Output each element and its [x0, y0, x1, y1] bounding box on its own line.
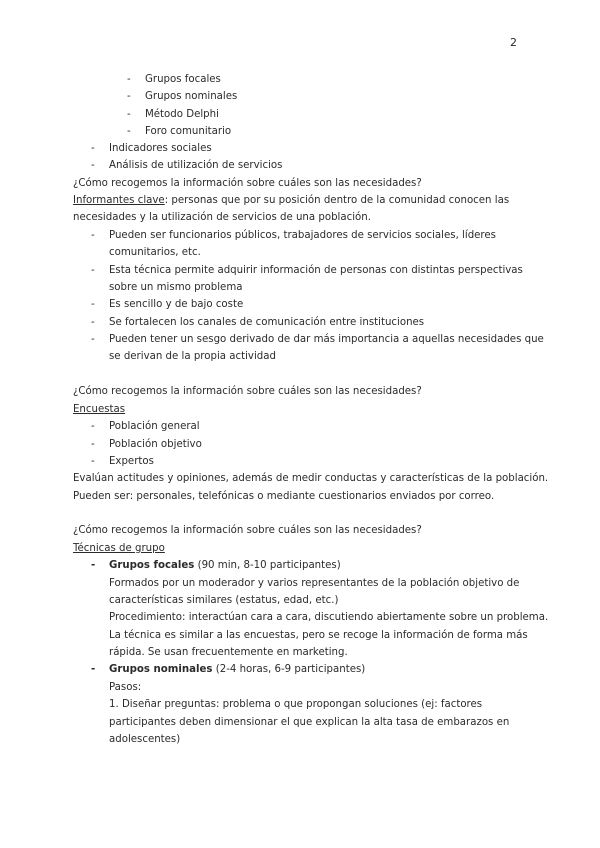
list-item: sobre un mismo problema	[109, 282, 243, 293]
list-item: Grupos focales	[145, 74, 221, 85]
paragraph: 1. Diseñar preguntas: problema o que propongan soluciones (ej: factores	[109, 699, 483, 710]
dash-marker: -	[91, 265, 95, 276]
list-item: comunitarios, etc.	[109, 247, 201, 258]
dash-marker: -	[91, 560, 96, 571]
nominal-group-title-line	[109, 661, 365, 678]
list-item: Método Delphi	[145, 109, 219, 120]
list-item: Es sencillo y de bajo coste	[109, 299, 244, 310]
focal-group-meta: (90 min, 8-10 participantes)	[194, 560, 341, 571]
definition-line	[73, 192, 509, 209]
paragraph: participantes deben dimensionar el que explican la alta tasa de embarazos en	[109, 717, 510, 728]
list-item: se derivan de la propia actividad	[109, 351, 276, 362]
dash-marker: -	[91, 317, 95, 328]
section-question: ¿Cómo recogemos la información sobre cuáles son las necesidades?	[73, 386, 422, 397]
list-item: Pueden ser funcionarios públicos, trabajadores de servicios sociales, líderes	[109, 230, 496, 241]
dash-marker: -	[91, 421, 95, 432]
section-question: ¿Cómo recogemos la información sobre cuáles son las necesidades?	[73, 525, 422, 536]
dash-marker: -	[91, 456, 95, 467]
nominal-group-title: Grupos nominales	[109, 664, 213, 675]
list-item: Población general	[109, 421, 200, 432]
paragraph: características similares (estatus, edad, etc.)	[109, 595, 339, 606]
list-item: Esta técnica permite adquirir información de personas con distintas perspectivas	[109, 265, 523, 276]
section-heading: Técnicas de grupo	[73, 543, 165, 554]
list-item: Población objetivo	[109, 439, 202, 450]
paragraph: La técnica es similar a las encuestas, pero se recoge la información de forma más	[109, 630, 528, 641]
dash-marker: -	[91, 664, 96, 675]
nominal-group-meta: (2-4 horas, 6-9 participantes)	[212, 664, 366, 675]
section-question: ¿Cómo recogemos la información sobre cuáles son las necesidades?	[73, 178, 422, 189]
paragraph: Formados por un moderador y varios representantes de la población objetivo de	[109, 578, 520, 589]
dash-marker: -	[127, 91, 131, 102]
list-item: Indicadores sociales	[109, 143, 212, 154]
dash-marker: -	[91, 299, 95, 310]
focal-group-title-line	[109, 557, 341, 574]
section-heading: Encuestas	[73, 404, 126, 415]
paragraph: Evalúan actitudes y opiniones, además de medir conductas y características de la población.	[73, 473, 549, 484]
list-item: Grupos nominales	[145, 91, 238, 102]
focal-group-title: Grupos focales	[109, 560, 195, 571]
definition-text: : personas que por su posición dentro de la comunidad conocen las	[164, 195, 510, 206]
definition-text: necesidades y la utilización de servicios de una población.	[73, 212, 371, 223]
paragraph: rápida. Se usan frecuentemente en marketing.	[109, 647, 348, 658]
list-item: Expertos	[109, 456, 154, 467]
dash-marker: -	[91, 230, 95, 241]
dash-marker: -	[91, 160, 95, 171]
list-item: Se fortalecen los canales de comunicación entre instituciones	[109, 317, 425, 328]
paragraph: adolescentes)	[109, 734, 181, 745]
paragraph: Procedimiento: interactúan cara a cara, discutiendo abiertamente sobre un problema.	[109, 612, 549, 623]
dash-marker: -	[91, 334, 95, 345]
dash-marker: -	[91, 143, 95, 154]
list-item: Análisis de utilización de servicios	[109, 160, 283, 171]
list-item: Pueden tener un sesgo derivado de dar más importancia a aquellas necesidades que	[109, 334, 544, 345]
section-heading: Informantes clave	[73, 195, 165, 206]
list-item: Foro comunitario	[145, 126, 232, 137]
dash-marker: -	[127, 74, 131, 85]
dash-marker: -	[127, 109, 131, 120]
dash-marker: -	[91, 439, 95, 450]
dash-marker: -	[127, 126, 131, 137]
page-number: 2	[510, 36, 517, 49]
paragraph: Pasos:	[109, 682, 142, 693]
paragraph: Pueden ser: personales, telefónicas o mediante cuestionarios enviados por correo.	[73, 491, 495, 502]
